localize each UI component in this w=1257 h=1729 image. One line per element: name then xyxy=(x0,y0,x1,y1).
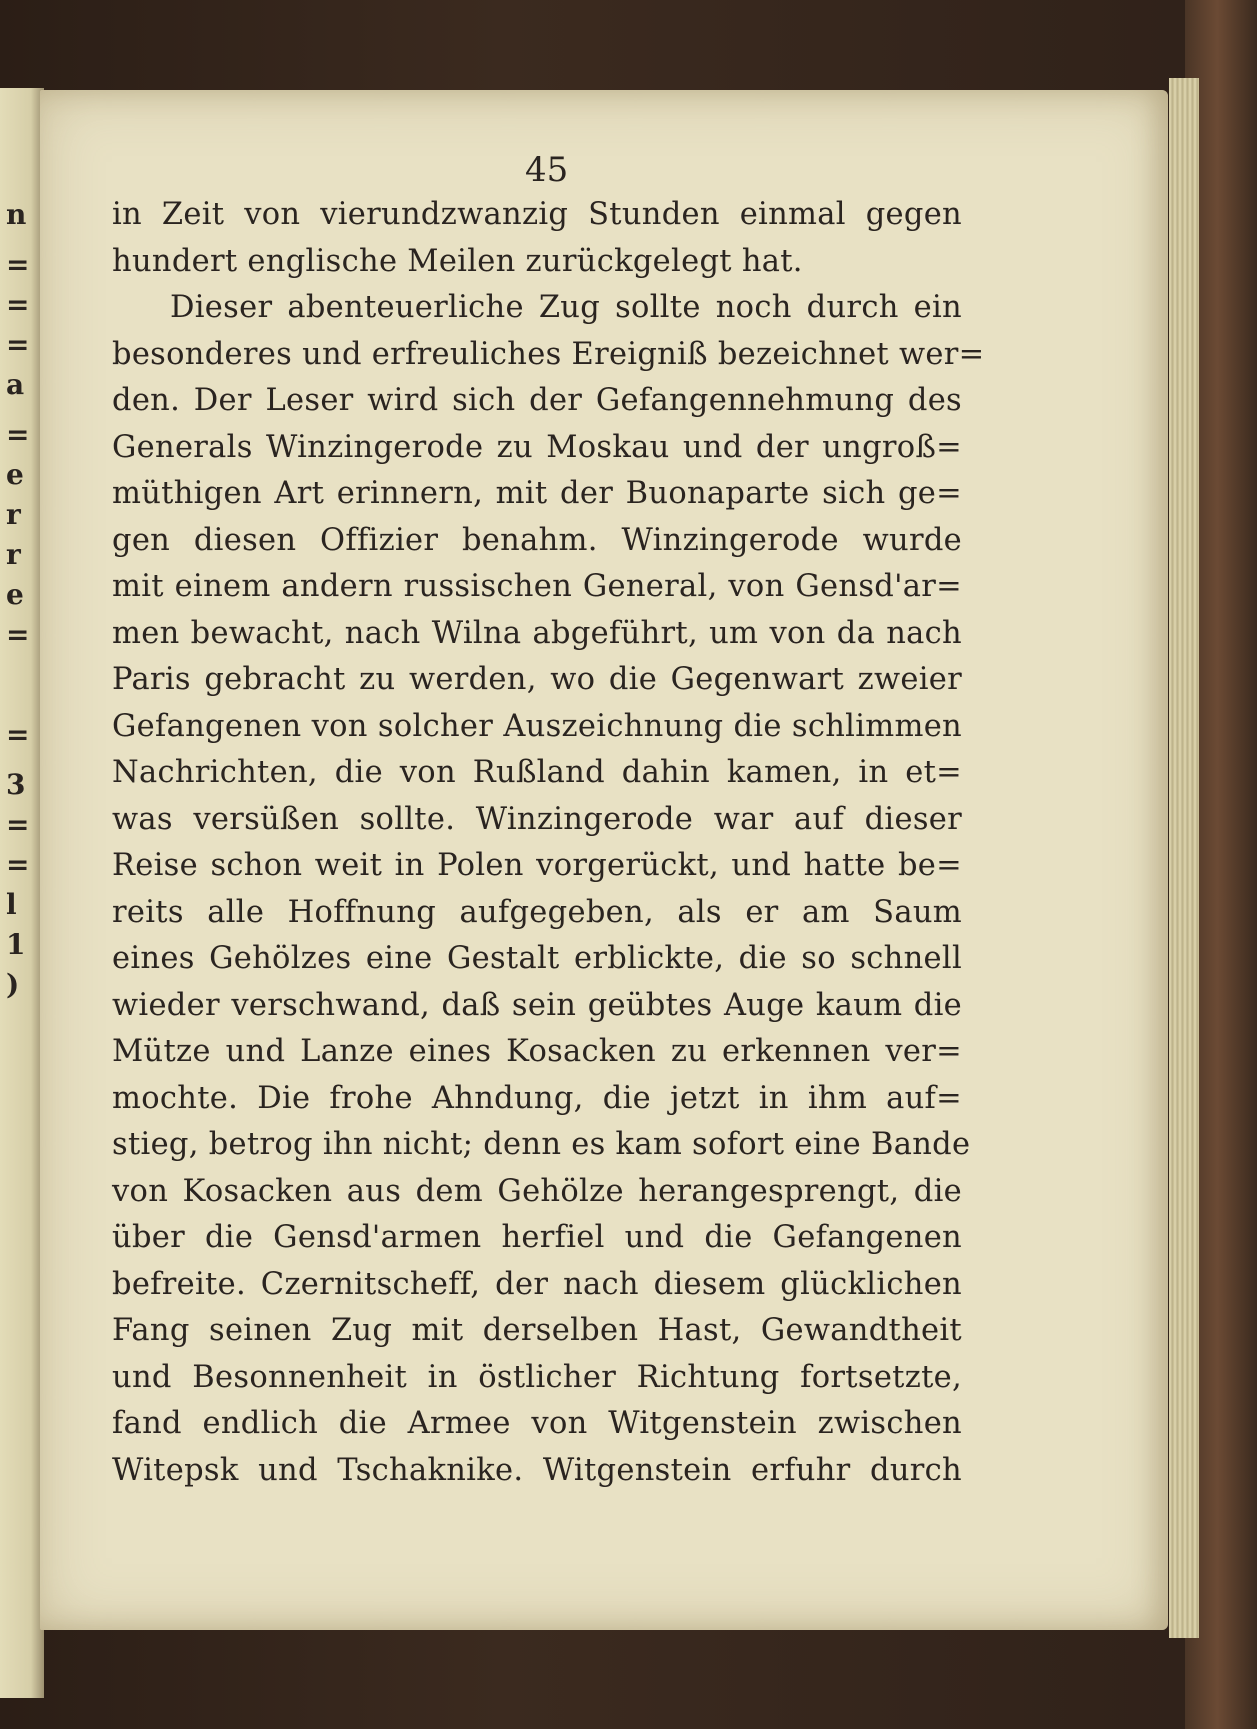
facing-page-glyph: = xyxy=(6,718,30,751)
text-line: besonderes und erfreuliches Ereigniß bezeichnet wer= xyxy=(112,336,985,372)
text-line: in Zeit von vierundzwanzig Stunden einmal gegen xyxy=(112,197,962,232)
facing-page-glyph: n xyxy=(6,198,27,231)
book-page xyxy=(40,90,1168,1630)
text-line: Gefangenen von solcher Auszeichnung die schlimmen xyxy=(112,708,962,744)
facing-page-glyph: ) xyxy=(6,968,20,1001)
text-line: Reise schon weit in Polen vorgerückt, und hatte be= xyxy=(112,848,962,883)
facing-page-glyph: = xyxy=(6,808,30,841)
text-line: Mütze und Lanze eines Kosacken zu erkennen ver= xyxy=(112,1034,962,1069)
text-line: Nachrichten, die von Rußland dahin kamen, in et= xyxy=(112,755,962,790)
text-line: Dieser abenteuerliche Zug sollte noch durch ein xyxy=(170,290,962,325)
body-text xyxy=(112,192,985,1494)
facing-page-glyph: l xyxy=(6,888,17,921)
text-line: von Kosacken aus dem Gehölze herangesprengt, die xyxy=(112,1173,962,1209)
facing-page-glyph: = xyxy=(6,328,30,361)
text-line: wieder verschwand, daß sein geübtes Auge kaum die xyxy=(112,987,962,1023)
facing-page-glyph: e xyxy=(6,458,24,491)
text-line: Generals Winzingerode zu Moskau und der ungroß= xyxy=(112,429,962,465)
text-line: gen diesen Offizier benahm. Winzingerode wurde xyxy=(112,522,962,558)
text-line: den. Der Leser wird sich der Gefangennehmung des xyxy=(112,383,962,418)
text-line: stieg, betrog ihn nicht; denn es kam sofort eine Bande xyxy=(112,1127,971,1162)
text-line: was versüßen sollte. Winzingerode war auf dieser xyxy=(112,801,962,837)
facing-page-glyph: = xyxy=(6,288,30,321)
page-stack-edge xyxy=(1169,78,1199,1638)
facing-page-glyph: 1 xyxy=(6,928,26,961)
text-line: hundert englische Meilen zurückgelegt hat. xyxy=(112,243,803,279)
text-line: Paris gebracht zu werden, wo die Gegenwart zweier xyxy=(112,662,962,697)
facing-page-glyph: = xyxy=(6,248,30,281)
previous-page-edge xyxy=(0,88,44,1698)
text-line: reits alle Hoffnung aufgegeben, als er am Saum xyxy=(112,894,962,930)
facing-page-glyph: r xyxy=(6,538,21,571)
text-line: Fang seinen Zug mit derselben Hast, Gewandtheit xyxy=(112,1313,962,1348)
facing-page-glyph: a xyxy=(6,368,25,401)
text-line: mit einem andern russischen General, von Gensd'ar= xyxy=(112,569,962,604)
page-number: 45 xyxy=(525,150,569,190)
text-line: mochte. Die frohe Ahndung, die jetzt in ihm auf= xyxy=(112,1080,962,1116)
text-line: men bewacht, nach Wilna abgeführt, um von da nach xyxy=(112,615,962,651)
facing-page-glyph: = xyxy=(6,618,30,651)
text-line: fand endlich die Armee von Witgenstein zwischen xyxy=(112,1406,962,1441)
text-line: und Besonnenheit in östlicher Richtung fortsetzte, xyxy=(112,1359,962,1395)
facing-page-glyph: 3 xyxy=(6,768,26,801)
text-line: befreite. Czernitscheff, der nach diesem glücklichen xyxy=(112,1266,962,1302)
facing-page-glyph: = xyxy=(6,418,30,451)
text-line: eines Gehölzes eine Gestalt erblickte, die so schnell xyxy=(112,941,962,976)
text-line: müthigen Art erinnern, mit der Buonaparte sich ge= xyxy=(112,476,962,511)
text-line: über die Gensd'armen herfiel und die Gefangenen xyxy=(112,1220,962,1255)
text-line: Witepsk und Tschaknike. Witgenstein erfuhr durch xyxy=(112,1452,962,1488)
facing-page-glyph: = xyxy=(6,848,30,881)
facing-page-glyph: e xyxy=(6,578,24,611)
facing-page-glyph: r xyxy=(6,498,21,531)
